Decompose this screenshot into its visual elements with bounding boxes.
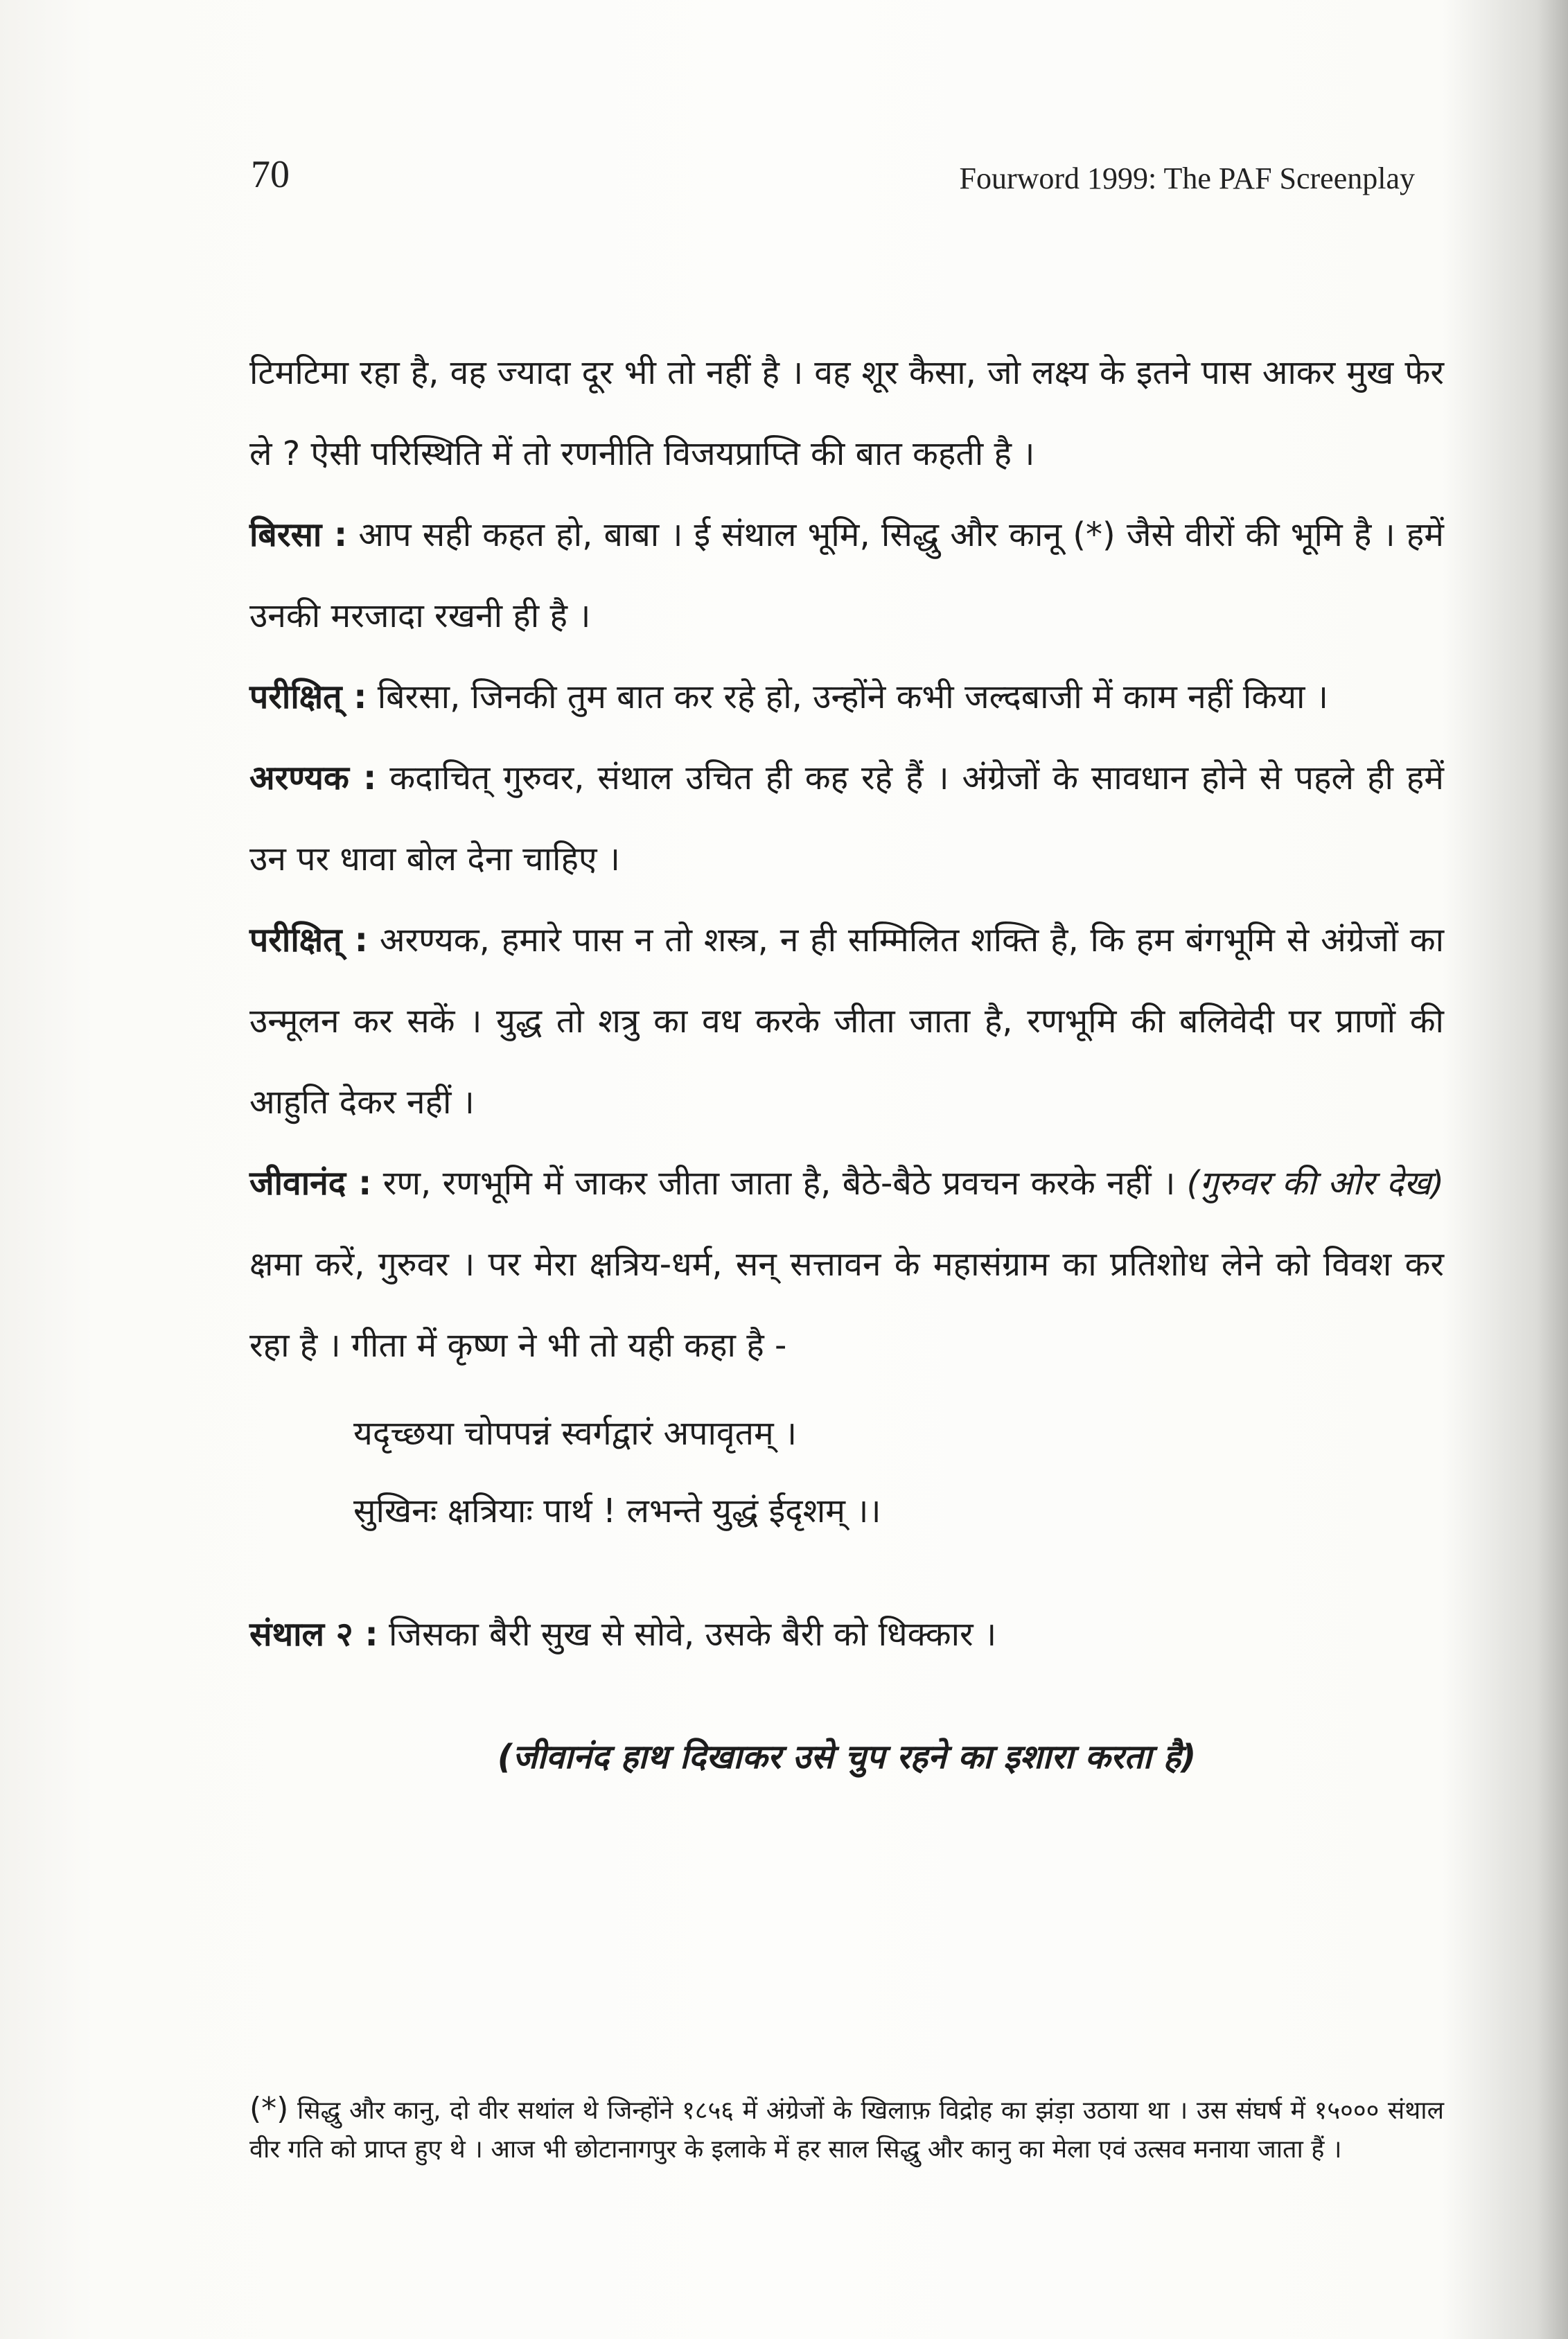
dialogue-text: आप सही कहत हो, बाबा । ई संथाल भूमि, सिद्धु और कानू (*) जैसे वीरों की भूमि है । हमें उनकी मरजादा रखनी ही है । (249, 515, 1444, 635)
dialogue-santhal-2 (249, 1594, 1444, 1675)
inline-stage-direction: (गुरुवर की ओर देख) (1186, 1164, 1445, 1203)
dialogue-birsa (249, 495, 1444, 657)
paragraph-text: टिमटिमा रहा है, वह ज्यादा दूर भी तो नहीं है । वह शूर कैसा, जो लक्ष्य के इतने पास आकर मुख फेर ले ? ऐसी परिस्थिति में तो रणनीति विजयप्राप्ति की बात कहती है । (249, 353, 1444, 473)
stage-direction: (जीवानंद हाथ दिखाकर उसे चुप रहने का इशारा करता है) (497, 1738, 1197, 1776)
verse-line: सुखिनः क्षत्रियाः पार्थ ! लभन्ते युद्धं ईदृशम् ।। (353, 1492, 881, 1530)
dialogue-parikshit (249, 657, 1444, 738)
dialogue-text: कदाचित् गुरुवर, संथाल उचित ही कह रहे हैं । अंग्रेजों के सावधान होने से पहले ही हमें उन पर धावा बोल देना चाहिए । (249, 759, 1444, 879)
paragraph (249, 333, 1444, 495)
dialogue-text: क्षमा करें, गुरुवर । पर मेरा क्षत्रिय-धर्म, सन् सत्तावन के महासंग्राम का प्रतिशोध लेने को विवश कर रहा है । गीता में कृष्ण ने भी तो यही कहा है - (249, 1245, 1444, 1365)
speaker-name: बिरसा : (249, 515, 348, 554)
page-number: 70 (251, 153, 290, 196)
footnote-text: सिद्धु और कानु, दो वीर सथांल थे जिन्होंने १८५६ में अंग्रेजों के खिलाफ़ विद्रोह का झंड़ा उठाया था । उस संघर्ष में १५००० संथाल वीर गति को प्राप्त हुए थे । आज भी छोटानागपुर के इलाके में हर साल सिद्धु और कानु का मेला एवं उत्सव मनाया जाता हैं । (249, 2097, 1444, 2164)
speaker-name: परीक्षित् : (249, 678, 367, 716)
footnote-mark: (*) (249, 2091, 289, 2126)
speaker-name: संथाल २ : (249, 1615, 378, 1654)
dialogue-aranyak (249, 738, 1444, 900)
dialogue-parikshit-2 (249, 900, 1444, 1143)
spacer (249, 1550, 1444, 1594)
footnote (249, 2090, 1444, 2169)
verse-line: यदृच्छया चोपपन्नं स्वर्गद्वारं अपावृतम् । (353, 1414, 798, 1453)
dialogue-jeevanand (249, 1143, 1444, 1386)
speaker-name: अरण्यक : (249, 759, 377, 797)
verse-block (353, 1395, 1444, 1550)
speaker-name: परीक्षित् : (249, 921, 369, 960)
speaker-name: जीवानंद : (249, 1164, 372, 1203)
dialogue-text: जिसका बैरी सुख से सोवे, उसके बैरी को धिक्कार । (388, 1615, 997, 1654)
page-header (251, 152, 1415, 208)
page-body (249, 333, 1444, 1798)
dialogue-text: अरण्यक, हमारे पास न तो शस्त्र, न ही सम्मिलित शक्ति है, कि हम बंगभूमि से अंग्रेजों का उन्मूलन कर सकें । युद्ध तो शत्रु का वध करके जीता जाता है, रणभूमि की बलिवेदी पर प्राणों की आहुति देकर नहीं । (249, 921, 1444, 1122)
running-head: Fourword 1999: The PAF Screenplay (959, 161, 1415, 195)
dialogue-text: रण, रणभूमि में जाकर जीता जाता है, बैठे-बैठे प्रवचन करके नहीं । (382, 1164, 1176, 1203)
dialogue-text: बिरसा, जिनकी तुम बात कर रहे हो, उन्होंने कभी जल्दबाजी में काम नहीं किया । (377, 678, 1328, 716)
